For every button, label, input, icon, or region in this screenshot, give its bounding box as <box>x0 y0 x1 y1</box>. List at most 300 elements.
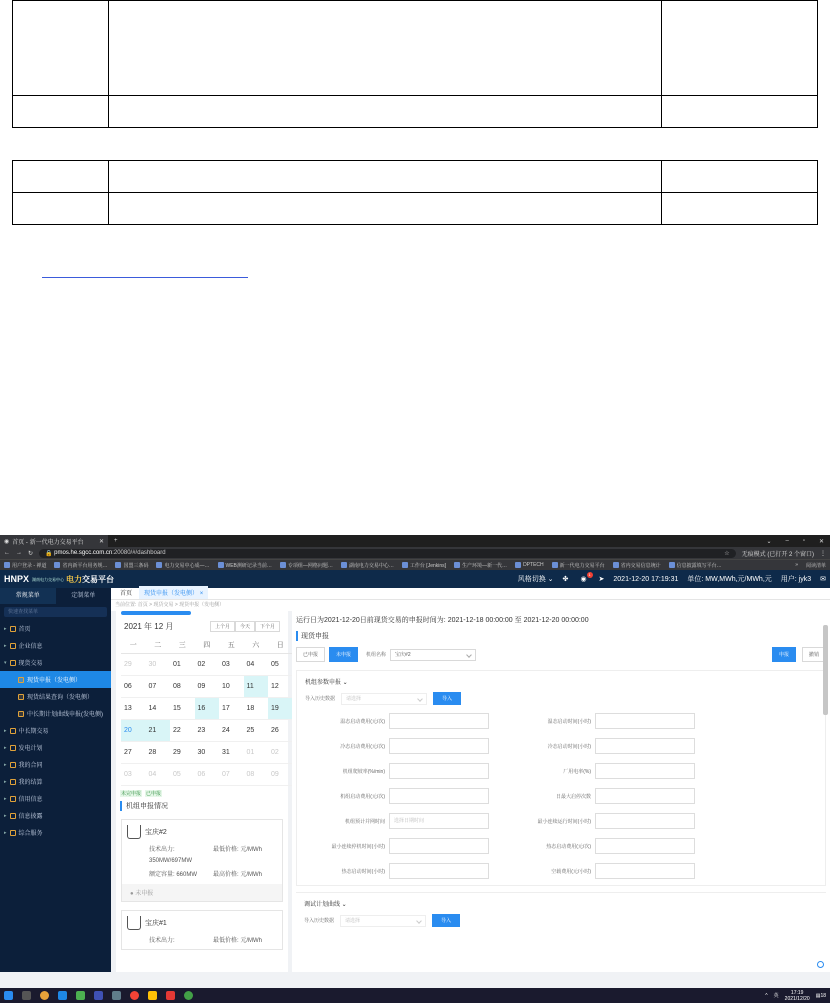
bookmark-label: 省内交易信息统计 <box>620 562 661 569</box>
sidebar-item[interactable] <box>0 773 111 790</box>
bookmarks-more[interactable]: » <box>795 562 798 568</box>
caret-icon: ▸ <box>4 795 7 802</box>
calendar-day[interactable]: 14 <box>146 698 171 720</box>
sidebar-item[interactable] <box>0 637 111 654</box>
clock-date: 2021/12/20 <box>784 995 810 1002</box>
min-price-label: 最低价格: <box>213 938 239 944</box>
notification-badge: 1 <box>588 571 591 577</box>
menu-icon <box>10 762 16 768</box>
bookmark-icon <box>669 562 675 568</box>
document-link-underline[interactable] <box>42 277 248 278</box>
bookmark-item[interactable] <box>613 562 661 569</box>
doc-cell <box>109 161 662 193</box>
calendar-day[interactable]: 08 <box>170 676 195 698</box>
undeclared-filter-button[interactable]: 未申报 <box>329 647 358 662</box>
doc-cell <box>109 193 662 225</box>
params-form <box>305 713 817 879</box>
params-panel <box>296 670 826 886</box>
curve-history-select[interactable]: 请选择 <box>340 915 426 927</box>
caret-icon: ▸ <box>4 625 7 632</box>
calendar-day[interactable]: 05 <box>268 654 293 676</box>
calendar-day[interactable]: 29 <box>121 654 146 676</box>
bookmark-icon <box>454 562 460 568</box>
sidebar-item[interactable] <box>0 688 111 705</box>
sidebar-item-label: 我的结算 <box>18 780 43 786</box>
bookmark-label: 新一代电力交易平台 <box>559 562 605 569</box>
bookmark-icon <box>218 562 224 568</box>
calendar-day[interactable]: 30 <box>146 654 171 676</box>
sidebar-item-label: 我的合同 <box>18 763 43 769</box>
bookmark-item[interactable] <box>341 562 394 569</box>
legend-undeclared: 未完申报 <box>121 791 142 797</box>
power-plant-icon <box>127 825 141 839</box>
param-input[interactable] <box>595 813 695 829</box>
notification-center-icon[interactable]: ▤18 <box>815 992 826 999</box>
maximize-icon[interactable]: ▫ <box>802 537 805 544</box>
tab-spot-declare[interactable] <box>139 586 208 599</box>
menu-icon <box>10 626 16 632</box>
sidebar-item[interactable] <box>0 654 111 671</box>
app-icon[interactable] <box>112 991 121 1000</box>
sidebar-item[interactable] <box>0 620 111 637</box>
taskbar <box>0 988 830 1003</box>
menu-icon <box>18 711 24 717</box>
bookmark-item[interactable] <box>669 562 722 569</box>
menu-icon <box>10 813 16 819</box>
bookmark-label: 省内新平台用务规… <box>62 562 108 569</box>
bookmark-icon <box>280 562 286 568</box>
title-part-a: 电力 <box>66 574 83 584</box>
edge-icon[interactable] <box>58 991 67 1000</box>
bookmark-icon <box>402 562 408 568</box>
param-input[interactable] <box>389 738 489 754</box>
calendar-day[interactable]: 15 <box>170 698 195 720</box>
apps-icon[interactable]: ✤ <box>562 575 569 583</box>
browser-icon[interactable] <box>40 991 49 1000</box>
min-price-label: 最低价格: <box>213 847 239 853</box>
sidebar-item-label: 首页 <box>18 627 31 633</box>
doc-cell <box>662 1 818 96</box>
app-icon[interactable] <box>94 991 103 1000</box>
sidebar-item[interactable] <box>0 722 111 739</box>
send-icon[interactable]: ➤ <box>598 576 605 583</box>
field-label: 日最大启停次数 <box>555 793 591 800</box>
field-label: 热态启动费用(元/次) <box>546 843 591 850</box>
sidebar-item-label: 信息披露 <box>18 814 43 820</box>
app-icon[interactable] <box>130 991 139 1000</box>
history-select[interactable]: 请选择 <box>341 693 427 705</box>
style-switch-label: 风格切换 <box>517 576 546 583</box>
message-icon[interactable]: ✉ <box>820 576 826 583</box>
caret-icon: ▸ <box>4 829 7 836</box>
calendar-day[interactable]: 31 <box>219 742 244 764</box>
sidebar-item[interactable] <box>0 671 111 688</box>
tech-output-value: 350MW/697MW <box>149 858 193 864</box>
scrollbar[interactable] <box>823 625 828 715</box>
caret-icon: ▸ <box>4 642 7 649</box>
bookmark-item[interactable] <box>115 562 148 569</box>
menu-search-input[interactable]: 快速查找菜单 <box>4 607 107 617</box>
rated-value: 660MW <box>176 872 198 878</box>
calendar-day[interactable]: 28 <box>146 742 171 764</box>
menu-icon <box>10 728 16 734</box>
sidebar-item-label: 中长期交易 <box>18 729 49 735</box>
logo: HNPX <box>4 574 30 584</box>
caret-icon: ▸ <box>4 727 7 734</box>
sidebar-item-label: 现货申报（发电侧） <box>27 678 82 684</box>
close-tab-icon[interactable]: ✕ <box>98 538 104 545</box>
minimize-icon[interactable]: – <box>785 537 789 544</box>
menu-icon <box>18 694 24 700</box>
curve-panel <box>296 892 826 941</box>
new-tab-icon[interactable]: + <box>114 538 118 544</box>
url-field[interactable] <box>39 549 736 558</box>
bookmark-item[interactable] <box>552 562 605 569</box>
param-input[interactable] <box>389 863 489 879</box>
help-icon[interactable] <box>817 961 824 968</box>
calendar-day[interactable]: 06 <box>195 764 220 786</box>
app-icon[interactable] <box>76 991 85 1000</box>
doc-cell <box>109 96 662 128</box>
curve-import-button[interactable]: 导入 <box>432 914 460 927</box>
calendar-day[interactable]: 09 <box>268 764 293 786</box>
calendar-pane <box>116 611 288 972</box>
breadcrumb: 当前位置: 首页 > 现货交易 > 现货申报（发电侧） <box>111 600 830 611</box>
calendar-day[interactable]: 08 <box>244 764 269 786</box>
bookmark-item[interactable] <box>156 562 209 569</box>
bookmarks-bar <box>0 559 830 570</box>
calendar-grid <box>121 636 286 786</box>
weekday-header: 日 <box>268 636 293 654</box>
calendar-day[interactable]: 23 <box>195 720 220 742</box>
doc-cell <box>13 161 109 193</box>
menu-icon <box>10 745 16 751</box>
sidebar-item-label: 现货结果查询（发电侧） <box>27 695 94 701</box>
calendar-day[interactable]: 02 <box>268 742 293 764</box>
calendar-day[interactable]: 18 <box>244 698 269 720</box>
param-input[interactable] <box>595 713 695 729</box>
field-label: 机组爬坡率(%/min) <box>342 768 385 775</box>
field-label: 机组启动费用(元/次) <box>340 793 385 800</box>
spot-declare-title: 现货申报 <box>296 631 826 641</box>
caret-icon: ▸ <box>4 812 7 819</box>
menu-icon <box>10 660 16 666</box>
bookmark-icon <box>156 562 162 568</box>
sidebar-item[interactable] <box>0 807 111 824</box>
param-input[interactable] <box>595 738 695 754</box>
calendar-day[interactable]: 29 <box>170 742 195 764</box>
reload-icon[interactable]: ↻ <box>28 550 34 557</box>
unit-card[interactable] <box>121 819 283 902</box>
calendar-day[interactable]: 01 <box>244 742 269 764</box>
wps-icon[interactable] <box>166 991 175 1000</box>
chevron-down-icon[interactable]: ⌄ <box>766 538 772 545</box>
calendar-day[interactable]: 10 <box>219 676 244 698</box>
document-table-bottom <box>12 160 818 225</box>
bookmark-icon <box>613 562 619 568</box>
doc-cell <box>13 193 109 225</box>
weekday-header: 二 <box>146 636 171 654</box>
weekday-header: 五 <box>219 636 244 654</box>
clock[interactable] <box>785 990 810 1002</box>
weekday-header: 三 <box>170 636 195 654</box>
bookmark-icon <box>515 562 521 568</box>
incognito-label[interactable]: 无痕模式 (已打开 2 个窗口) <box>741 551 814 558</box>
min-price-unit: 元/MWh <box>240 938 263 944</box>
unit-name: 宝庆#2 <box>145 829 167 836</box>
browser-tab[interactable] <box>0 535 108 547</box>
menu-icon <box>10 796 16 802</box>
favicon-icon: ◉ <box>4 538 10 545</box>
bookmark-item[interactable] <box>54 562 107 569</box>
calendar-day[interactable]: 02 <box>195 654 220 676</box>
calendar-day[interactable]: 03 <box>121 764 146 786</box>
calendar-day[interactable]: 21 <box>146 720 171 742</box>
star-icon[interactable]: ☆ <box>724 550 730 557</box>
calendar-day[interactable]: 27 <box>121 742 146 764</box>
tab-home[interactable]: 首页 <box>120 591 133 597</box>
param-input[interactable]: 选择日期时间 <box>389 813 489 829</box>
power-plant-icon <box>127 916 141 930</box>
close-icon[interactable]: × <box>199 591 204 597</box>
caret-icon: ▸ <box>4 778 7 785</box>
field-label: 温态启动费用(元/次) <box>340 718 385 725</box>
windows-icon[interactable] <box>4 991 13 1000</box>
sidebar-item[interactable] <box>0 790 111 807</box>
sidebar-item[interactable] <box>0 705 111 722</box>
field-label: 冷态启动费用(元/次) <box>340 743 385 750</box>
param-input[interactable] <box>595 763 695 779</box>
calendar-day[interactable]: 04 <box>244 654 269 676</box>
field-label: 冷态启动时间(小时) <box>547 743 591 750</box>
import-button[interactable]: 导入 <box>433 692 461 705</box>
curve-title-label: 调试计划曲线 <box>304 902 341 908</box>
forward-icon[interactable]: → <box>16 550 22 556</box>
calendar-day[interactable]: 06 <box>121 676 146 698</box>
bookmark-item[interactable] <box>515 562 544 568</box>
calendar-title: 2021 年 12 月 <box>124 622 174 631</box>
field-label: 机组预计并网时间 <box>344 818 385 825</box>
declare-pane <box>292 611 830 972</box>
unit-name-label: 机组名称 <box>366 652 387 658</box>
import-label: 导入历史数据 <box>305 696 336 702</box>
param-input[interactable] <box>595 863 695 879</box>
calendar-day[interactable]: 20 <box>121 720 146 742</box>
sidebar-item-label: 中长期计划曲线申报(发电侧) <box>27 712 103 718</box>
bookmark-label: 生产环境—新一代… <box>462 562 508 569</box>
notification-icon[interactable]: ◉ 1 <box>580 571 591 583</box>
next-month-button[interactable]: 下个月 <box>255 621 280 632</box>
calendar-day[interactable]: 09 <box>195 676 220 698</box>
unit-select[interactable]: 宝庆#2 <box>390 649 476 661</box>
menu-icon <box>10 779 16 785</box>
sidebar-item[interactable] <box>0 824 111 841</box>
declare-time-notice: 运行日为2021-12-20日前现货交易的申报时间为: 2021-12-18 00:00:00 至 2021-12-20 00:00:00 <box>296 617 589 624</box>
input-method[interactable]: 英 <box>773 992 779 999</box>
bookmark-label: 国盟三条码 <box>123 562 149 569</box>
wechat-icon[interactable] <box>184 991 193 1000</box>
min-price <box>213 844 277 853</box>
doc-cell <box>13 1 109 96</box>
chevron-up-icon[interactable]: ^ <box>765 992 768 999</box>
platform-title <box>66 574 114 585</box>
bookmark-icon <box>115 562 121 568</box>
folder-icon[interactable] <box>148 991 157 1000</box>
bookmark-item[interactable] <box>454 562 507 569</box>
browser-tab-strip <box>0 535 830 547</box>
bookmark-icon <box>54 562 60 568</box>
bookmark-label: 湖南电力交易中心… <box>348 562 394 569</box>
sidebar-item-label: 信用信息 <box>18 797 43 803</box>
rated-capacity <box>149 869 213 878</box>
param-input[interactable] <box>389 788 489 804</box>
prev-month-button[interactable]: 上个月 <box>210 621 235 632</box>
doc-cell <box>109 1 662 96</box>
bookmark-item[interactable] <box>4 562 46 569</box>
bookmark-label: 工作台 [Jenkins] <box>409 562 447 569</box>
calendar-day[interactable]: 30 <box>195 742 220 764</box>
sidebar-item-label: 现货交易 <box>18 661 43 667</box>
sidebar-tab-common[interactable]: 常规菜单 <box>0 588 56 604</box>
calendar-day[interactable]: 04 <box>146 764 171 786</box>
clock-time: 17:19 <box>790 989 804 996</box>
calendar-day[interactable]: 05 <box>170 764 195 786</box>
bookmark-item[interactable] <box>402 562 446 569</box>
bookmark-label: 专项组—网格问题… <box>287 562 333 569</box>
param-input[interactable] <box>389 713 489 729</box>
calendar-day[interactable]: 26 <box>268 720 293 742</box>
declared-filter-button[interactable]: 已申报 <box>296 647 325 662</box>
calendar-day[interactable]: 22 <box>170 720 195 742</box>
field-label: 温态启动时间(小时) <box>547 718 591 725</box>
today-button[interactable]: 今天 <box>235 621 255 632</box>
calendar-day[interactable]: 16 <box>195 698 220 720</box>
caret-icon: ▸ <box>4 761 7 768</box>
menu-icon <box>10 830 16 836</box>
field-label: 空载费用(元/小时) <box>551 868 591 875</box>
min-price-unit: 元/MWh <box>240 847 263 853</box>
max-price <box>213 869 277 878</box>
legend-declared: 已申报 <box>146 791 162 797</box>
calendar-day[interactable]: 03 <box>219 654 244 676</box>
submit-button[interactable]: 申报 <box>772 647 796 662</box>
weekday-header: 四 <box>195 636 220 654</box>
sidebar-item-label: 综合服务 <box>18 831 43 837</box>
unit-status: ● 未申报 <box>122 884 282 901</box>
tech-output-label: 技术出力: <box>149 847 175 853</box>
params-title[interactable]: 机组参数申报 ⌄ <box>305 680 348 686</box>
close-window-icon[interactable]: ✕ <box>818 538 824 545</box>
field-label: 最小连续停机时间(小时) <box>331 843 385 850</box>
calendar-day[interactable]: 07 <box>219 764 244 786</box>
calendar-day[interactable]: 01 <box>170 654 195 676</box>
sidebar-item[interactable] <box>0 756 111 773</box>
field-label: 厂用电率(%) <box>563 768 591 775</box>
bookmark-item[interactable] <box>280 562 333 569</box>
lock-icon: 🔒 <box>45 550 55 557</box>
calendar-day[interactable]: 25 <box>244 720 269 742</box>
withdraw-button[interactable]: 撤销 <box>802 647 826 662</box>
calendar-day[interactable]: 12 <box>268 676 293 698</box>
bookmark-label: 信息披露填写平台… <box>676 562 722 569</box>
logo-subtitle: 湖南电力交易中心 <box>32 576 65 582</box>
tech-output-label: 技术出力: <box>149 938 175 944</box>
weekday-header: 六 <box>244 636 269 654</box>
document-table-top <box>12 0 818 128</box>
param-input[interactable] <box>595 788 695 804</box>
tab-spot-declare-label: 现货申报（发电侧） <box>144 591 199 597</box>
field-label: 热态启动时间(小时) <box>341 868 385 875</box>
user-label[interactable]: 用户: jyk3 <box>780 576 812 583</box>
bookmark-label: WEB测研记录当前… <box>225 562 272 569</box>
url-host: pmos.he.sgcc.com.cn <box>54 550 113 556</box>
calendar-day[interactable]: 11 <box>244 676 269 698</box>
weekday-header: 一 <box>121 636 146 654</box>
bookmark-icon <box>552 562 558 568</box>
browser-tab-title: 首页 - 新一代电力交易平台 <box>12 539 84 546</box>
datetime: 2021-12-20 17:19:31 <box>613 575 679 583</box>
params-title-label: 机组参数申报 <box>305 680 342 686</box>
curve-import-label: 导入历史数据 <box>304 918 335 924</box>
min-price <box>213 935 277 944</box>
back-icon[interactable]: ← <box>4 550 10 556</box>
menu-icon <box>18 677 24 683</box>
task-view-icon[interactable] <box>22 991 31 1000</box>
param-input[interactable] <box>389 838 489 854</box>
doc-cell <box>662 161 818 193</box>
bookmark-label: 电力交易中心成—… <box>164 562 210 569</box>
sidebar-item-label: 发电计划 <box>18 746 43 752</box>
calendar-day[interactable]: 13 <box>121 698 146 720</box>
menu-icon <box>10 643 16 649</box>
bookmark-label: DPTECH <box>523 562 544 568</box>
param-input[interactable] <box>595 838 695 854</box>
calendar-day[interactable]: 19 <box>268 698 293 720</box>
bookmark-item[interactable] <box>218 562 272 569</box>
param-input[interactable] <box>389 763 489 779</box>
curve-title[interactable]: 调试计划曲线 ⌄ <box>304 902 347 908</box>
rated-label: 额定容量: <box>149 872 175 878</box>
units-label: 单位: MW,MWh,元/MWh,元 <box>687 576 772 583</box>
style-switch[interactable]: 风格切换 ⌄ <box>517 576 554 583</box>
max-price-unit: 元/MWh <box>240 872 263 878</box>
sidebar-item[interactable] <box>0 739 111 756</box>
calendar-day[interactable]: 17 <box>219 698 244 720</box>
units-section-title: 机组申报情况 <box>120 801 284 811</box>
unit-status-label: 未申报 <box>135 891 154 897</box>
address-bar-row <box>0 547 830 559</box>
calendar-day[interactable]: 07 <box>146 676 171 698</box>
screenshot <box>0 535 830 1003</box>
sidebar <box>0 588 111 972</box>
unit-name: 宝庆#1 <box>145 920 167 927</box>
reading-list[interactable]: 阅读清单 <box>805 562 826 569</box>
title-part-b: 交易平台 <box>82 574 115 584</box>
doc-cell <box>662 193 818 225</box>
notification-center-count: 18 <box>820 992 826 999</box>
unit-card[interactable] <box>121 910 283 950</box>
calendar-day[interactable]: 24 <box>219 720 244 742</box>
url-path: :20080/#/dashboard <box>112 550 166 556</box>
bookmark-icon <box>4 562 10 568</box>
doc-cell <box>662 96 818 128</box>
menu-icon[interactable]: ⋮ <box>820 550 826 557</box>
sidebar-tab-custom[interactable]: 定制菜单 <box>71 593 96 599</box>
caret-icon: ▾ <box>4 659 7 666</box>
bookmark-label: 用户登录 - 禅道 <box>12 562 47 569</box>
field-label: 最小连续运行时间(小时) <box>537 818 591 825</box>
sidebar-item-label: 企业信息 <box>18 644 43 650</box>
